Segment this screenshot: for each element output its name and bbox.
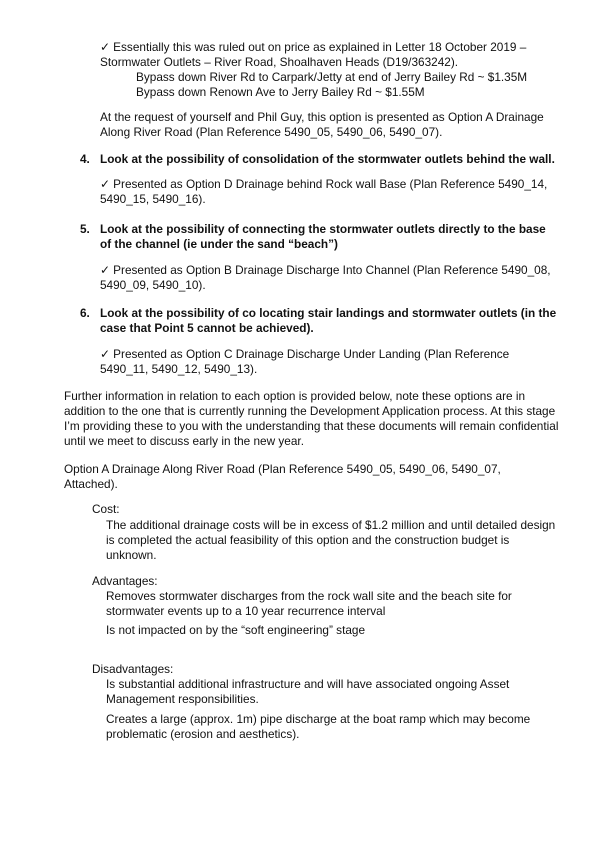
request-paragraph: At the request of yourself and Phil Guy, this option is presented as Option A Drainage xyxy=(100,110,544,124)
item-heading: Look at the possibility of co locating stair landings and stormwater outlets (in the xyxy=(100,306,557,320)
item-number: 4. xyxy=(80,152,90,166)
disadvantage-text: Is substantial additional infrastructure and will have associated ongoing Asset xyxy=(106,677,510,691)
intro-line: ✓ Essentially this was ruled out on price as explained in Letter 18 October 2019 – xyxy=(100,40,527,54)
further-paragraph: Further information in relation to each option is provided below, note these options are in xyxy=(64,389,526,403)
further-paragraph: addition to the one that is currently running the Development Application process. At this stage xyxy=(64,404,556,418)
item-response: ✓ Presented as Option C Drainage Discharge Under Landing (Plan Reference xyxy=(100,347,510,361)
intro-line: Stormwater Outlets – River Road, Shoalhaven Heads (D19/363242). xyxy=(100,55,459,69)
further-paragraph: I’m providing these to you with the understanding that these documents will remain confidential xyxy=(64,419,559,433)
bypass-option: Bypass down River Rd to Carpark/Jetty at end of Jerry Bailey Rd ~ $1.35M xyxy=(136,70,528,84)
item-heading: Look at the possibility of connecting the stormwater outlets directly to the base xyxy=(100,222,546,236)
option-a-heading: Attached). xyxy=(64,477,118,491)
disadvantage-text: Creates a large (approx. 1m) pipe discharge at the boat ramp which may become xyxy=(106,712,531,726)
advantages-label: Advantages: xyxy=(92,574,158,588)
item-response: ✓ Presented as Option B Drainage Discharge Into Channel (Plan Reference 5490_08, xyxy=(100,263,551,277)
item-response: 5490_09, 5490_10). xyxy=(100,278,206,292)
item-heading: of the channel (ie under the sand “beach”) xyxy=(100,237,338,251)
bypass-option: Bypass down Renown Ave to Jerry Bailey Rd ~ $1.55M xyxy=(136,85,425,99)
advantage-text: stormwater events up to a 10 year recurrence interval xyxy=(106,604,386,618)
disadvantage-text: problematic (erosion and aesthetics). xyxy=(106,727,300,741)
item-response: 5490_11, 5490_12, 5490_13). xyxy=(100,362,258,376)
item-heading: Look at the possibility of consolidation of the stormwater outlets behind the wall. xyxy=(100,152,555,166)
item-response: 5490_15, 5490_16). xyxy=(100,192,206,206)
cost-text: The additional drainage costs will be in excess of $1.2 million and until detailed design xyxy=(106,518,556,532)
request-paragraph: Along River Road (Plan Reference 5490_05, 5490_06, 5490_07). xyxy=(100,125,443,139)
advantage-text: Is not impacted on by the “soft engineering” stage xyxy=(106,623,366,637)
disadvantages-label: Disadvantages: xyxy=(92,662,174,676)
item-number: 6. xyxy=(80,306,90,320)
further-paragraph: until we meet to discuss early in the new year. xyxy=(64,434,304,448)
option-a-heading: Option A Drainage Along River Road (Plan Reference 5490_05, 5490_06, 5490_07, xyxy=(64,462,501,476)
advantage-text: Removes stormwater discharges from the rock wall site and the beach site for xyxy=(106,589,512,603)
item-heading: case that Point 5 cannot be achieved). xyxy=(100,321,314,335)
cost-text: unknown. xyxy=(106,548,157,562)
item-response: ✓ Presented as Option D Drainage behind Rock wall Base (Plan Reference 5490_14, xyxy=(100,177,548,191)
disadvantage-text: Management responsibilities. xyxy=(106,692,259,706)
cost-text: is completed the actual feasibility of this option and the construction budget is xyxy=(106,533,510,547)
cost-label: Cost: xyxy=(92,502,120,516)
item-number: 5. xyxy=(80,222,90,236)
